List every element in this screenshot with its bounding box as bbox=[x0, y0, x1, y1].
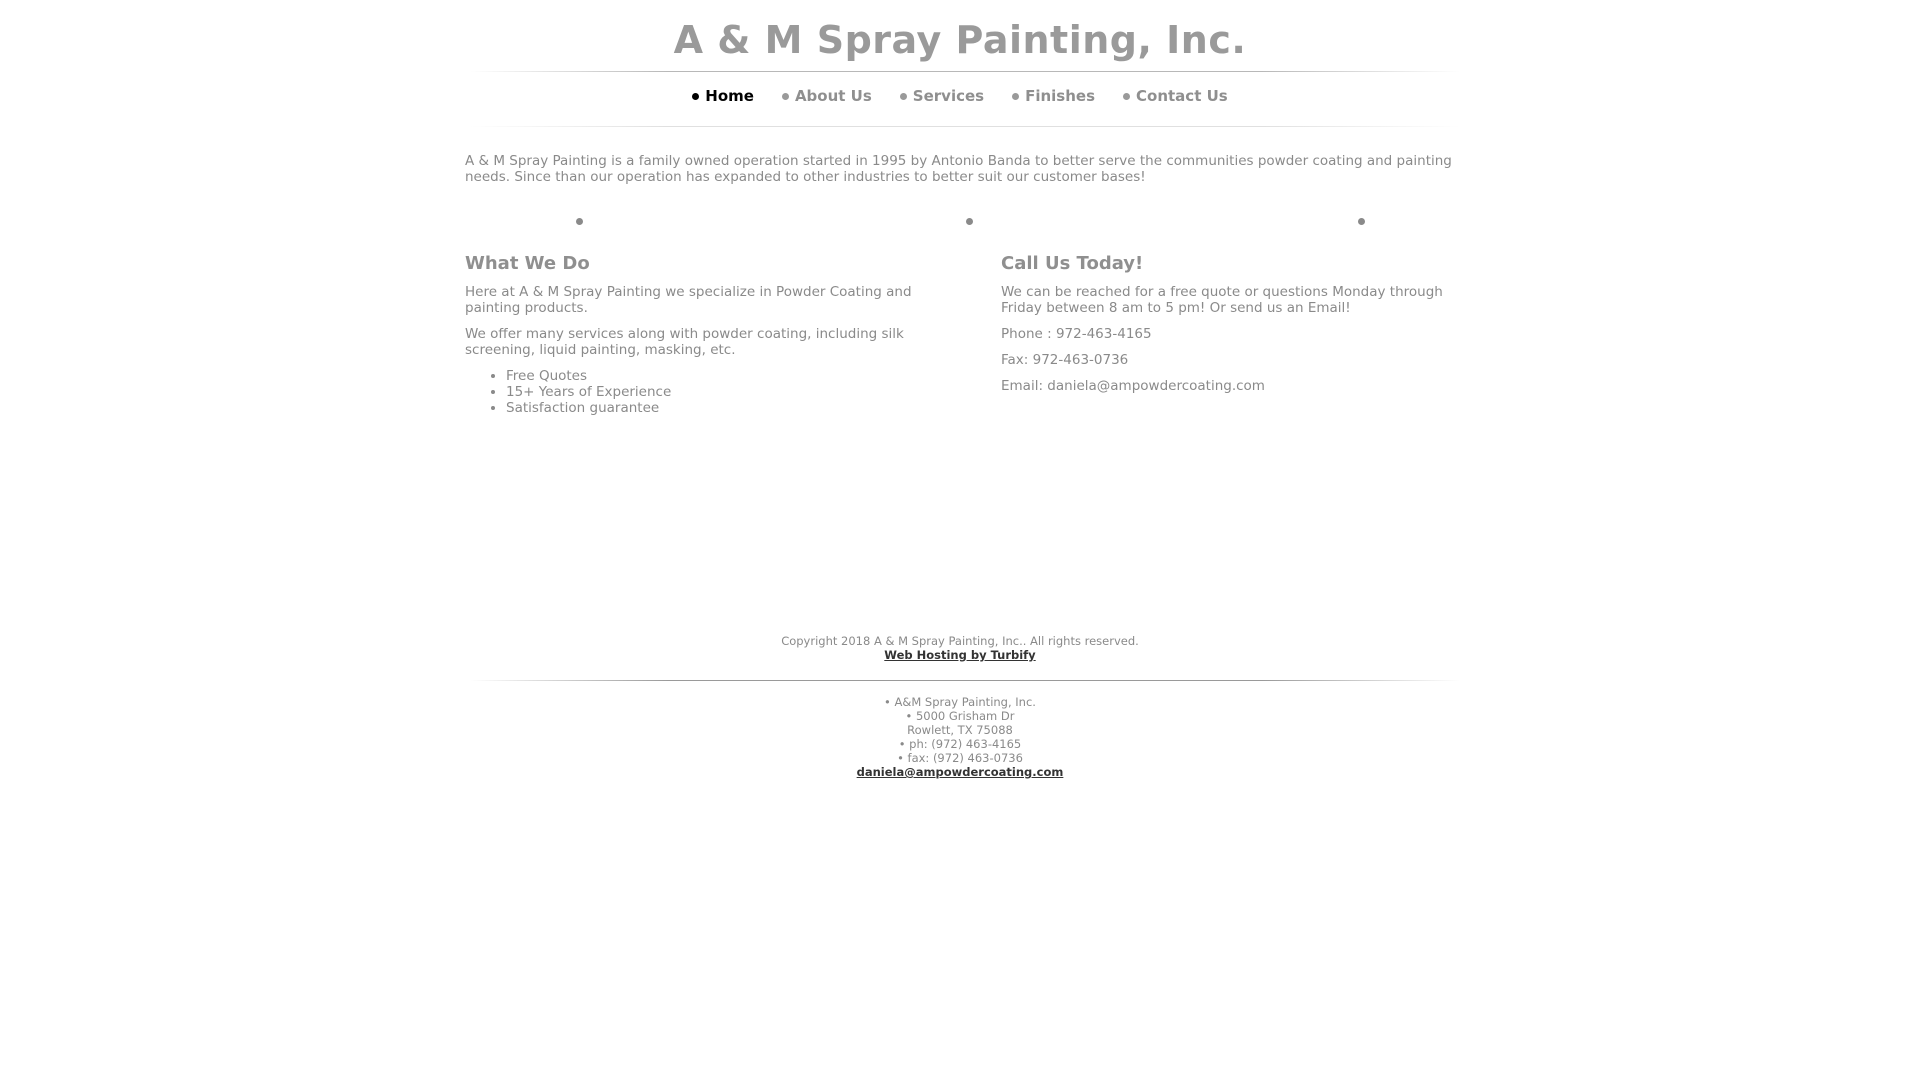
copyright-text: Copyright 2018 A & M Spray Painting, Inc.. All rights reserved. bbox=[781, 634, 1139, 648]
list-item: • Satisfaction guarantee bbox=[506, 400, 945, 416]
what-we-do-paragraph: We offer many services along with powder coating, including silk screening, liquid painting, masking, etc. bbox=[465, 326, 904, 358]
call-us-section bbox=[1001, 253, 1481, 404]
address-line: • 5000 Grisham Dr bbox=[905, 709, 1015, 723]
bullet-icon bbox=[782, 93, 789, 100]
nav-item-label: Finishes bbox=[1025, 87, 1096, 105]
address-block bbox=[0, 695, 1920, 779]
address-line: • fax: (972) 463-0736 bbox=[897, 751, 1023, 765]
separator-dot-icon bbox=[576, 218, 583, 225]
nav-item-home[interactable] bbox=[692, 87, 754, 105]
separator-dot-icon bbox=[1358, 218, 1365, 225]
nav-item-label: Contact Us bbox=[1136, 87, 1228, 105]
nav-item-label: About Us bbox=[794, 87, 872, 105]
call-us-heading: Call Us Today! bbox=[1001, 253, 1144, 274]
nav-item-label: Services bbox=[912, 87, 985, 105]
list-item: • 15+ Years of Experience bbox=[506, 384, 945, 400]
bullet-icon bbox=[692, 93, 699, 100]
site-title: A & M Spray Painting, Inc. bbox=[673, 18, 1247, 62]
nav-item-services[interactable] bbox=[900, 87, 984, 105]
bullet-icon bbox=[1123, 93, 1130, 100]
call-us-paragraph: We can be reached for a free quote or questions Monday through Friday between 8 am to 5 pm! Or send us an Email! bbox=[1001, 284, 1443, 316]
main-nav bbox=[0, 87, 1920, 105]
nav-item-label: Home bbox=[705, 87, 754, 105]
nav-item-about-us[interactable] bbox=[782, 87, 872, 105]
email-link[interactable]: daniela@ampowdercoating.com bbox=[856, 765, 1064, 779]
header-divider bbox=[470, 71, 1460, 72]
fax-text: Fax: 972-463-0736 bbox=[1001, 352, 1129, 368]
address-line: Rowlett, TX 75088 bbox=[907, 723, 1013, 737]
what-we-do-section bbox=[465, 253, 945, 416]
nav-item-contact-us[interactable] bbox=[1123, 87, 1228, 105]
what-we-do-paragraph: Here at A & M Spray Painting we specialize in Powder Coating and painting products. bbox=[465, 284, 912, 316]
features-list bbox=[506, 368, 945, 416]
what-we-do-heading: What We Do bbox=[465, 253, 590, 274]
bullet-icon bbox=[900, 93, 907, 100]
footer-divider bbox=[470, 680, 1460, 681]
footer bbox=[0, 634, 1920, 662]
separator-dot-icon bbox=[966, 218, 973, 225]
list-item: • Free Quotes bbox=[506, 368, 945, 384]
bullet-icon bbox=[1012, 93, 1019, 100]
address-line: • ph: (972) 463-4165 bbox=[898, 737, 1022, 751]
nav-item-finishes[interactable] bbox=[1012, 87, 1095, 105]
phone-text: Phone : 972-463-4165 bbox=[1001, 326, 1152, 342]
address-line: • A&M Spray Painting, Inc. bbox=[884, 695, 1036, 709]
web-hosting-link[interactable]: Web Hosting by Turbify bbox=[884, 648, 1036, 662]
email-text: Email: daniela@ampowdercoating.com bbox=[1001, 378, 1265, 394]
nav-divider bbox=[470, 126, 1460, 127]
intro-text: A & M Spray Painting is a family owned operation started in 1995 by Antonio Banda to better serve the communities powder coating and painting needs. Since than our operation has expanded to other industries to better suit our customer bases! bbox=[465, 153, 1452, 185]
